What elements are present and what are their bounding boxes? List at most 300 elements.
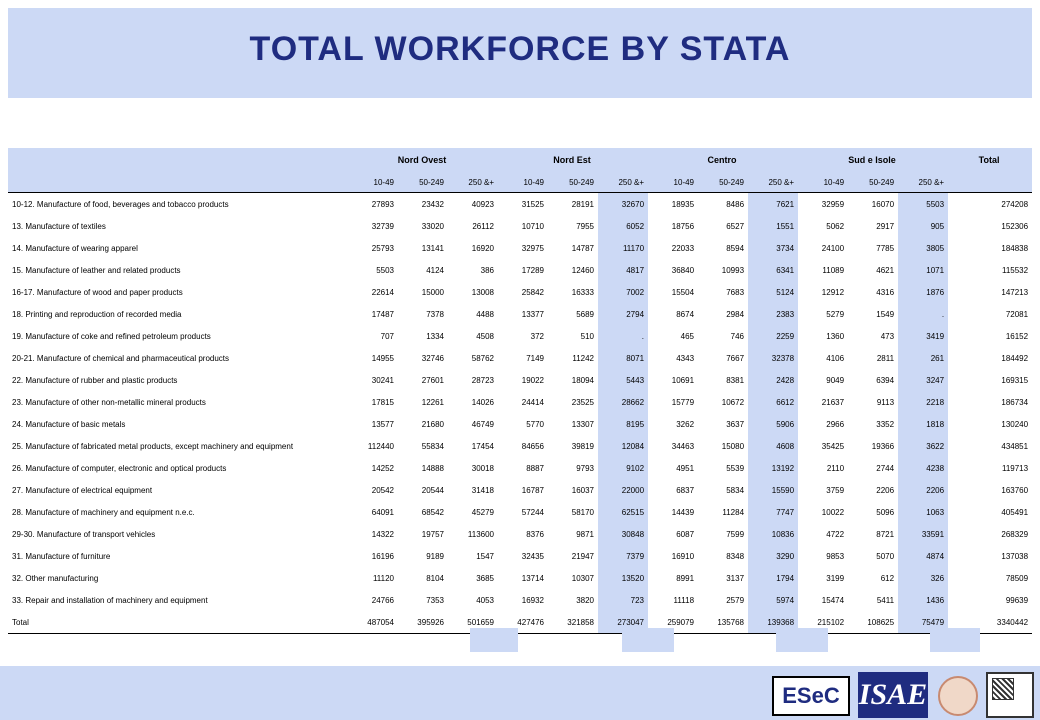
value-cell: 510 — [580, 331, 594, 341]
value-cell: 707 — [380, 331, 394, 341]
value-cell: 6612 — [748, 391, 798, 413]
value-cell: 39819 — [571, 441, 594, 451]
table-row — [8, 435, 1032, 457]
value-cell: 2811 — [876, 353, 895, 363]
value-cell: 12912 — [821, 287, 845, 297]
value-cell: 6052 — [598, 215, 648, 237]
value-cell: 1818 — [898, 413, 948, 435]
value-cell: 2984 — [726, 309, 745, 319]
value-cell: 32435 — [521, 551, 544, 561]
row-label: 23. Manufacture of other non-metallic mineral products — [12, 397, 206, 407]
value-cell: 1876 — [898, 281, 948, 303]
total-row — [8, 611, 1032, 634]
value-cell: 1334 — [426, 331, 444, 341]
row-label: 19. Manufacture of coke and refined petroleum products — [12, 331, 211, 341]
column-highlight-stub — [776, 628, 828, 652]
value-cell: 64091 — [371, 507, 394, 517]
region-header: Nord Ovest — [397, 155, 447, 165]
value-cell: 7599 — [726, 529, 745, 539]
value-cell: 15000 — [421, 287, 444, 297]
value-cell: 5503 — [898, 193, 948, 215]
value-cell: 7353 — [426, 595, 444, 605]
value-cell: 2206 — [898, 479, 948, 501]
value-cell: 2110 — [826, 463, 845, 473]
row-total-cell: 163760 — [1001, 485, 1029, 495]
value-cell: 84656 — [521, 441, 544, 451]
value-cell: 8104 — [426, 573, 444, 583]
region-header-row — [8, 148, 1032, 172]
value-cell: 14955 — [371, 353, 394, 363]
value-cell: 139368 — [748, 611, 798, 634]
row-label: 14. Manufacture of wearing apparel — [12, 243, 138, 253]
value-cell: 4621 — [876, 265, 895, 275]
value-cell: 21680 — [421, 419, 444, 429]
value-cell: 28662 — [598, 391, 648, 413]
value-cell: 27893 — [371, 199, 394, 209]
value-cell: 23432 — [421, 199, 444, 209]
size-class-header: 10-49 — [673, 177, 695, 187]
value-cell: 4951 — [676, 463, 695, 473]
value-cell: 4316 — [876, 287, 895, 297]
size-class-header: 50-249 — [869, 177, 895, 187]
size-class-header-row — [8, 172, 1032, 193]
value-cell: 6527 — [726, 221, 745, 231]
table-row — [8, 523, 1032, 545]
value-cell: 1547 — [476, 551, 494, 561]
value-cell: 10836 — [748, 523, 798, 545]
value-cell: 17289 — [521, 265, 544, 275]
value-cell: 33591 — [898, 523, 948, 545]
value-cell: 135768 — [698, 611, 748, 634]
value-cell: 2744 — [876, 463, 895, 473]
value-cell: 22033 — [671, 243, 695, 253]
value-cell: 8195 — [598, 413, 648, 435]
value-cell: 14439 — [671, 507, 695, 517]
value-cell: 11089 — [822, 265, 845, 275]
value-cell: 905 — [898, 215, 948, 237]
row-total-cell: 99639 — [1005, 595, 1029, 605]
value-cell: 372 — [530, 331, 544, 341]
column-highlight-stub — [622, 628, 674, 652]
size-class-header: 50-249 — [719, 177, 745, 187]
row-total-cell: 186734 — [1001, 397, 1029, 407]
row-total-cell: 169315 — [1001, 375, 1029, 385]
value-cell: 7002 — [598, 281, 648, 303]
value-cell: 5411 — [876, 595, 895, 605]
value-cell: 5443 — [598, 369, 648, 391]
value-cell: 4508 — [476, 331, 494, 341]
value-cell: 5124 — [748, 281, 798, 303]
value-cell: 13192 — [748, 457, 798, 479]
value-cell: 21947 — [571, 551, 594, 561]
value-cell: 8348 — [726, 551, 745, 561]
value-cell: 3622 — [898, 435, 948, 457]
value-cell: 5539 — [726, 463, 745, 473]
value-cell: 427476 — [498, 611, 548, 634]
value-cell: 8486 — [726, 199, 745, 209]
column-highlight-stub — [930, 628, 980, 652]
value-cell: 18935 — [671, 199, 695, 209]
size-class-header: 250 &+ — [918, 177, 945, 187]
value-cell: 30018 — [471, 463, 494, 473]
row-label: 24. Manufacture of basic metals — [12, 419, 126, 429]
value-cell: 28723 — [471, 375, 494, 385]
value-cell: 7378 — [426, 309, 444, 319]
value-cell: 21637 — [821, 397, 845, 407]
value-cell: 259079 — [648, 611, 698, 634]
value-cell: 34463 — [671, 441, 695, 451]
value-cell: 27601 — [421, 375, 444, 385]
row-total-cell: 274208 — [1001, 199, 1029, 209]
region-header: Sud e Isole — [848, 155, 896, 165]
value-cell: 12460 — [571, 265, 594, 275]
value-cell: 5689 — [576, 309, 594, 319]
value-cell: 487054 — [348, 611, 398, 634]
row-total-cell: 115532 — [1001, 265, 1029, 275]
value-cell: 14787 — [571, 243, 594, 253]
value-cell: 13714 — [521, 573, 544, 583]
row-label: 32. Other manufacturing — [12, 573, 99, 583]
value-cell: 9189 — [426, 551, 444, 561]
value-cell: 612 — [880, 573, 895, 583]
value-cell: 58170 — [571, 507, 594, 517]
value-cell: 32959 — [821, 199, 845, 209]
table-row — [8, 391, 1032, 413]
value-cell: 2579 — [726, 595, 745, 605]
value-cell: 32670 — [598, 193, 648, 215]
value-cell: 26112 — [472, 221, 494, 231]
row-total-cell: 78509 — [1005, 573, 1029, 583]
value-cell: 58762 — [471, 353, 494, 363]
value-cell: 6087 — [676, 529, 695, 539]
value-cell: 19022 — [521, 375, 544, 385]
value-cell: 6341 — [748, 259, 798, 281]
value-cell: 22614 — [371, 287, 394, 297]
size-class-header: 10-49 — [823, 177, 845, 187]
value-cell: 17454 — [471, 441, 494, 451]
value-cell: 6394 — [876, 375, 895, 385]
value-cell: 32739 — [371, 221, 394, 231]
value-cell: 13141 — [421, 243, 444, 253]
table-row — [8, 589, 1032, 611]
value-cell: 2428 — [748, 369, 798, 391]
value-cell: 24100 — [821, 243, 845, 253]
value-cell: 55834 — [421, 441, 444, 451]
row-label: 20-21. Manufacture of chemical and pharmaceutical products — [12, 353, 230, 363]
value-cell: 16932 — [521, 595, 544, 605]
row-label: 18. Printing and reproduction of recorded media — [12, 309, 182, 319]
value-cell: 3137 — [726, 573, 745, 583]
row-label: 15. Manufacture of leather and related products — [12, 265, 181, 275]
row-total-cell: 119713 — [1001, 463, 1029, 473]
value-cell: 7785 — [876, 243, 895, 253]
value-cell: 4106 — [826, 353, 845, 363]
value-cell: 4817 — [598, 259, 648, 281]
row-total-cell: 130240 — [1001, 419, 1029, 429]
region-header: Centro — [707, 155, 737, 165]
workforce-table — [8, 148, 1032, 634]
size-class-header: 50-249 — [569, 177, 594, 187]
value-cell: 5279 — [826, 309, 845, 319]
value-cell: 5906 — [748, 413, 798, 435]
value-cell: 1551 — [748, 215, 798, 237]
table-row — [8, 479, 1032, 501]
value-cell: 3199 — [826, 573, 845, 583]
row-total-cell: 184838 — [1001, 243, 1029, 253]
row-label: 22. Manufacture of rubber and plastic products — [12, 375, 178, 385]
value-cell: 8071 — [598, 347, 648, 369]
table-row — [8, 303, 1032, 325]
value-cell: 10710 — [521, 221, 544, 231]
row-label: 26. Manufacture of computer, electronic and optical products — [12, 463, 227, 473]
value-cell: 4343 — [676, 353, 695, 363]
esec-logo: ESeC — [772, 676, 850, 716]
value-cell: 2383 — [748, 303, 798, 325]
row-label: 28. Manufacture of machinery and equipment n.e.c. — [12, 507, 195, 517]
value-cell: 40923 — [471, 199, 494, 209]
value-cell: 13377 — [521, 309, 544, 319]
value-cell: 19757 — [421, 529, 444, 539]
workforce-table-wrap — [8, 148, 1032, 634]
value-cell: 1794 — [748, 567, 798, 589]
value-cell: 75479 — [898, 611, 948, 634]
value-cell: 12084 — [598, 435, 648, 457]
value-cell: 2917 — [876, 221, 895, 231]
value-cell: 2794 — [598, 303, 648, 325]
size-class-header: 250 &+ — [768, 177, 795, 187]
row-label: 10-12. Manufacture of food, beverages and tobacco products — [12, 199, 229, 209]
value-cell: 15080 — [721, 441, 745, 451]
value-cell: 25842 — [521, 287, 544, 297]
value-cell: 465 — [680, 331, 695, 341]
value-cell: 501659 — [448, 611, 498, 634]
row-label: 31. Manufacture of furniture — [12, 551, 111, 561]
value-cell: 16037 — [571, 485, 594, 495]
value-cell: 3805 — [898, 237, 948, 259]
value-cell: 16196 — [371, 551, 394, 561]
value-cell: 36840 — [671, 265, 695, 275]
value-cell: 1549 — [876, 309, 895, 319]
value-cell: 15474 — [821, 595, 845, 605]
table-row — [8, 325, 1032, 347]
value-cell: 28191 — [571, 199, 594, 209]
table-row — [8, 567, 1032, 589]
value-cell: 3820 — [576, 595, 594, 605]
value-cell: 4608 — [748, 435, 798, 457]
value-cell: 35425 — [821, 441, 845, 451]
table-row — [8, 369, 1032, 391]
size-class-header: 250 &+ — [618, 177, 645, 187]
row-total-cell: 72081 — [1005, 309, 1029, 319]
value-cell: 32975 — [521, 243, 544, 253]
value-cell: 1360 — [826, 331, 845, 341]
value-cell: 9102 — [598, 457, 648, 479]
table-row — [8, 545, 1032, 567]
region-header: Nord Est — [553, 155, 591, 165]
value-cell: 10993 — [721, 265, 745, 275]
value-cell: 10022 — [821, 507, 845, 517]
row-label: 16-17. Manufacture of wood and paper products — [12, 287, 183, 297]
value-cell: 473 — [880, 331, 895, 341]
value-cell: 4053 — [476, 595, 494, 605]
value-cell: 30241 — [371, 375, 394, 385]
row-label: 27. Manufacture of electrical equipment — [12, 485, 153, 495]
value-cell: 45279 — [471, 507, 494, 517]
value-cell: 8721 — [876, 529, 895, 539]
value-cell: 5834 — [726, 485, 745, 495]
value-cell: 1071 — [898, 259, 948, 281]
value-cell: 6837 — [676, 485, 695, 495]
value-cell: 8376 — [526, 529, 544, 539]
value-cell: 1063 — [898, 501, 948, 523]
value-cell: 1436 — [898, 589, 948, 611]
value-cell: 13008 — [471, 287, 494, 297]
column-highlight-stub — [470, 628, 518, 652]
value-cell: 7667 — [726, 353, 745, 363]
value-cell: 4722 — [826, 529, 845, 539]
value-cell: 8381 — [726, 375, 745, 385]
row-total-cell: 184492 — [1001, 353, 1029, 363]
value-cell: 4874 — [898, 545, 948, 567]
table-row — [8, 413, 1032, 435]
value-cell: 11118 — [673, 595, 695, 605]
value-cell: 18756 — [671, 221, 695, 231]
isae-logo: ISAE — [858, 672, 928, 718]
value-cell: 16920 — [471, 243, 494, 253]
value-cell: 24414 — [521, 397, 544, 407]
value-cell: 3734 — [748, 237, 798, 259]
value-cell: 3419 — [898, 325, 948, 347]
value-cell: 3262 — [676, 419, 695, 429]
value-cell: 8674 — [676, 309, 695, 319]
value-cell: 14026 — [471, 397, 494, 407]
value-cell: 5062 — [826, 221, 845, 231]
value-cell: 15779 — [671, 397, 695, 407]
size-class-header: 10-49 — [373, 177, 394, 187]
table-row — [8, 259, 1032, 281]
value-cell: 17487 — [371, 309, 394, 319]
row-total-cell: 405491 — [1001, 507, 1029, 517]
size-class-header: 50-249 — [419, 177, 444, 187]
university-seal-logo — [938, 676, 978, 716]
value-cell: 3352 — [876, 419, 895, 429]
value-cell: 2966 — [826, 419, 845, 429]
value-cell: 19366 — [871, 441, 895, 451]
value-cell: 9853 — [826, 551, 845, 561]
value-cell: 20544 — [421, 485, 444, 495]
table-body — [8, 193, 1032, 634]
value-cell: 9113 — [876, 397, 895, 407]
value-cell: 7683 — [726, 287, 745, 297]
value-cell: 10691 — [671, 375, 695, 385]
value-cell: 9793 — [576, 463, 594, 473]
row-label: Total — [8, 611, 348, 634]
value-cell: 112440 — [367, 441, 394, 451]
value-cell: 16070 — [871, 199, 895, 209]
value-cell: 108625 — [848, 611, 898, 634]
value-cell: 11284 — [722, 507, 745, 517]
value-cell: 113600 — [467, 529, 494, 539]
row-total-cell: 147213 — [1001, 287, 1029, 297]
table-row — [8, 347, 1032, 369]
row-total-cell: 16152 — [1005, 331, 1029, 341]
value-cell: 15504 — [671, 287, 695, 297]
value-cell: 46749 — [471, 419, 494, 429]
table-row — [8, 281, 1032, 303]
value-cell: 3637 — [726, 419, 745, 429]
value-cell: 14888 — [421, 463, 444, 473]
corner-cell — [8, 172, 348, 193]
value-cell: 32746 — [421, 353, 444, 363]
value-cell: 13577 — [371, 419, 394, 429]
value-cell: 12261 — [421, 397, 444, 407]
value-cell: 3247 — [898, 369, 948, 391]
value-cell: 723 — [598, 589, 648, 611]
row-label: 25. Manufacture of fabricated metal products, except machinery and equipment — [12, 441, 294, 451]
row-total-cell: 137038 — [1001, 551, 1029, 561]
region-header: Total — [978, 155, 1000, 165]
value-cell: 11170 — [598, 237, 648, 259]
row-total-cell: 3340442 — [948, 611, 1032, 634]
value-cell: 7149 — [526, 353, 544, 363]
value-cell: 14322 — [371, 529, 394, 539]
page-title: TOTAL WORKFORCE BY STATA — [249, 30, 791, 68]
value-cell: 7379 — [598, 545, 648, 567]
value-cell: 11120 — [372, 573, 394, 583]
row-total-cell: 152306 — [1001, 221, 1029, 231]
value-cell: 8887 — [526, 463, 544, 473]
value-cell: 18094 — [571, 375, 594, 385]
title-band — [8, 8, 1032, 98]
value-cell: 10307 — [571, 573, 594, 583]
value-cell: 7621 — [748, 193, 798, 215]
value-cell: 326 — [898, 567, 948, 589]
value-cell: 13520 — [598, 567, 648, 589]
value-cell: 8594 — [726, 243, 745, 253]
value-cell: 7747 — [748, 501, 798, 523]
row-label: 13. Manufacture of textiles — [12, 221, 106, 231]
value-cell: 9049 — [826, 375, 845, 385]
value-cell: 261 — [898, 347, 948, 369]
row-total-cell: 268329 — [1001, 529, 1029, 539]
value-cell: 25793 — [371, 243, 394, 253]
value-cell: 14252 — [371, 463, 394, 473]
row-label: 33. Repair and installation of machinery and equipment — [12, 595, 208, 605]
value-cell: 31525 — [521, 199, 544, 209]
table-row — [8, 193, 1032, 215]
value-cell: 57244 — [521, 507, 544, 517]
value-cell: 5070 — [876, 551, 895, 561]
value-cell: 321858 — [548, 611, 598, 634]
value-cell: 32378 — [748, 347, 798, 369]
value-cell: 8991 — [676, 573, 695, 583]
value-cell: 33020 — [421, 221, 444, 231]
value-cell: 31418 — [471, 485, 494, 495]
value-cell: 62515 — [598, 501, 648, 523]
value-cell: 2218 — [898, 391, 948, 413]
value-cell: 2259 — [748, 325, 798, 347]
bicocca-university-logo — [986, 672, 1034, 718]
value-cell: 16333 — [571, 287, 594, 297]
value-cell: 30848 — [598, 523, 648, 545]
value-cell: 23525 — [571, 397, 594, 407]
size-class-header: 250 &+ — [468, 177, 494, 187]
value-cell: 9871 — [576, 529, 594, 539]
table-row — [8, 237, 1032, 259]
value-cell: 16910 — [671, 551, 695, 561]
value-cell: 5974 — [748, 589, 798, 611]
value-cell: 4238 — [898, 457, 948, 479]
